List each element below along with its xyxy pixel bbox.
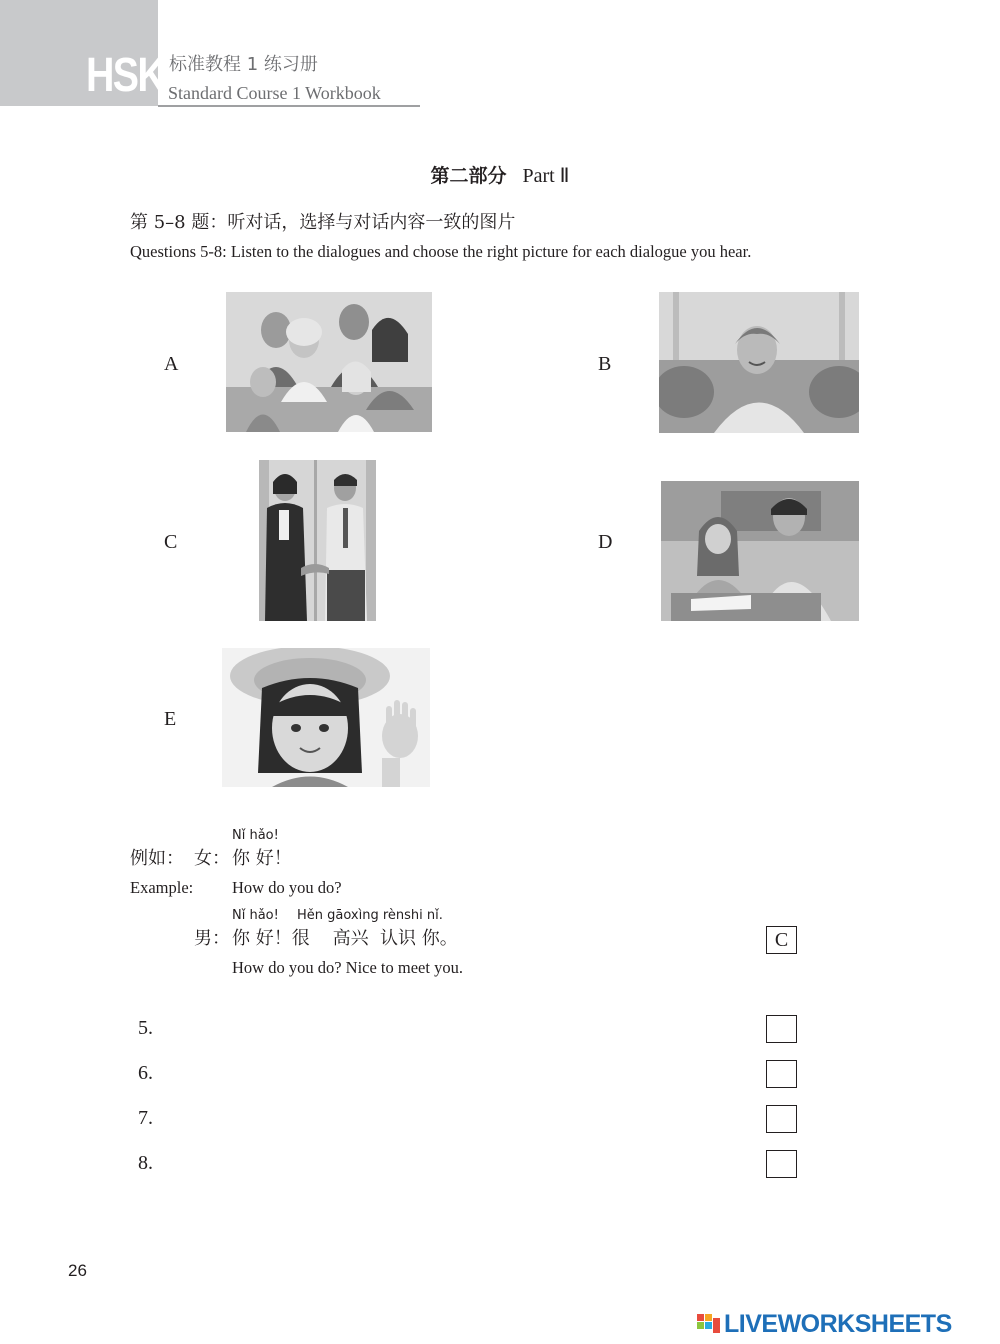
question-number-6: 6. <box>138 1062 153 1084</box>
page-number: 26 <box>68 1261 87 1280</box>
example-woman-english: How do you do? <box>232 878 342 897</box>
section-title-en: Part Ⅱ <box>522 165 570 187</box>
option-letter-a: A <box>164 353 179 375</box>
example-man-speaker: 男： <box>194 928 230 949</box>
option-letter-e: E <box>164 708 177 730</box>
liveworksheets-logo[interactable] <box>697 1311 992 1339</box>
answer-box-7[interactable] <box>766 1105 797 1133</box>
option-letter-b: B <box>598 353 612 375</box>
option-letter-c: C <box>164 531 178 553</box>
question-number-5: 5. <box>138 1017 153 1039</box>
teacher-student-photo-icon <box>661 481 859 621</box>
example-woman-hanzi: 你 好！ <box>232 848 292 869</box>
book-title-en: Standard Course 1 Workbook <box>168 83 381 103</box>
question-number-8: 8. <box>138 1152 153 1174</box>
example-label-en: Example: <box>130 878 194 897</box>
instructions-zh: 第 5–8 题：听对话，选择与对话内容一致的图片 <box>130 212 516 233</box>
hsk-logo: HSK <box>86 49 165 102</box>
liveworksheets-grid-icon <box>697 1311 721 1335</box>
example-woman-pinyin: Nǐ hǎo! <box>232 828 279 843</box>
grandmother-photo-icon <box>659 292 859 433</box>
example-man-pinyin-1: Nǐ hǎo! <box>232 908 279 923</box>
section-title <box>0 166 1000 186</box>
example-woman-speaker: 女： <box>194 848 230 869</box>
example-man-pinyin-2: Hěn gāoxìng rènshi nǐ. <box>297 908 443 923</box>
family-photo-icon <box>226 292 432 432</box>
header-underline <box>158 105 420 107</box>
girl-waving-photo-icon <box>222 648 430 787</box>
example-man-hanzi: 你 好！很 高兴 认识 你。 <box>232 928 458 949</box>
option-letter-d: D <box>598 531 613 553</box>
answer-box-6[interactable] <box>766 1060 797 1088</box>
example-label-zh: 例如： <box>130 848 184 869</box>
question-number-7: 7. <box>138 1107 153 1129</box>
answer-box-8[interactable] <box>766 1150 797 1178</box>
example-answer-box: C <box>766 926 797 954</box>
liveworksheets-wordmark: LIVEWORKSHEETS <box>724 1310 952 1338</box>
example-man-english: How do you do? Nice to meet you. <box>232 958 463 977</box>
section-title-zh: 第二部分 <box>430 165 507 187</box>
book-title-zh: 标准教程 1 练习册 <box>169 54 318 75</box>
instructions-en: Questions 5-8: Listen to the dialogues and choose the right picture for each dialogue you hear. <box>130 242 752 261</box>
answer-box-5[interactable] <box>766 1015 797 1043</box>
handshake-photo-icon <box>259 460 376 621</box>
